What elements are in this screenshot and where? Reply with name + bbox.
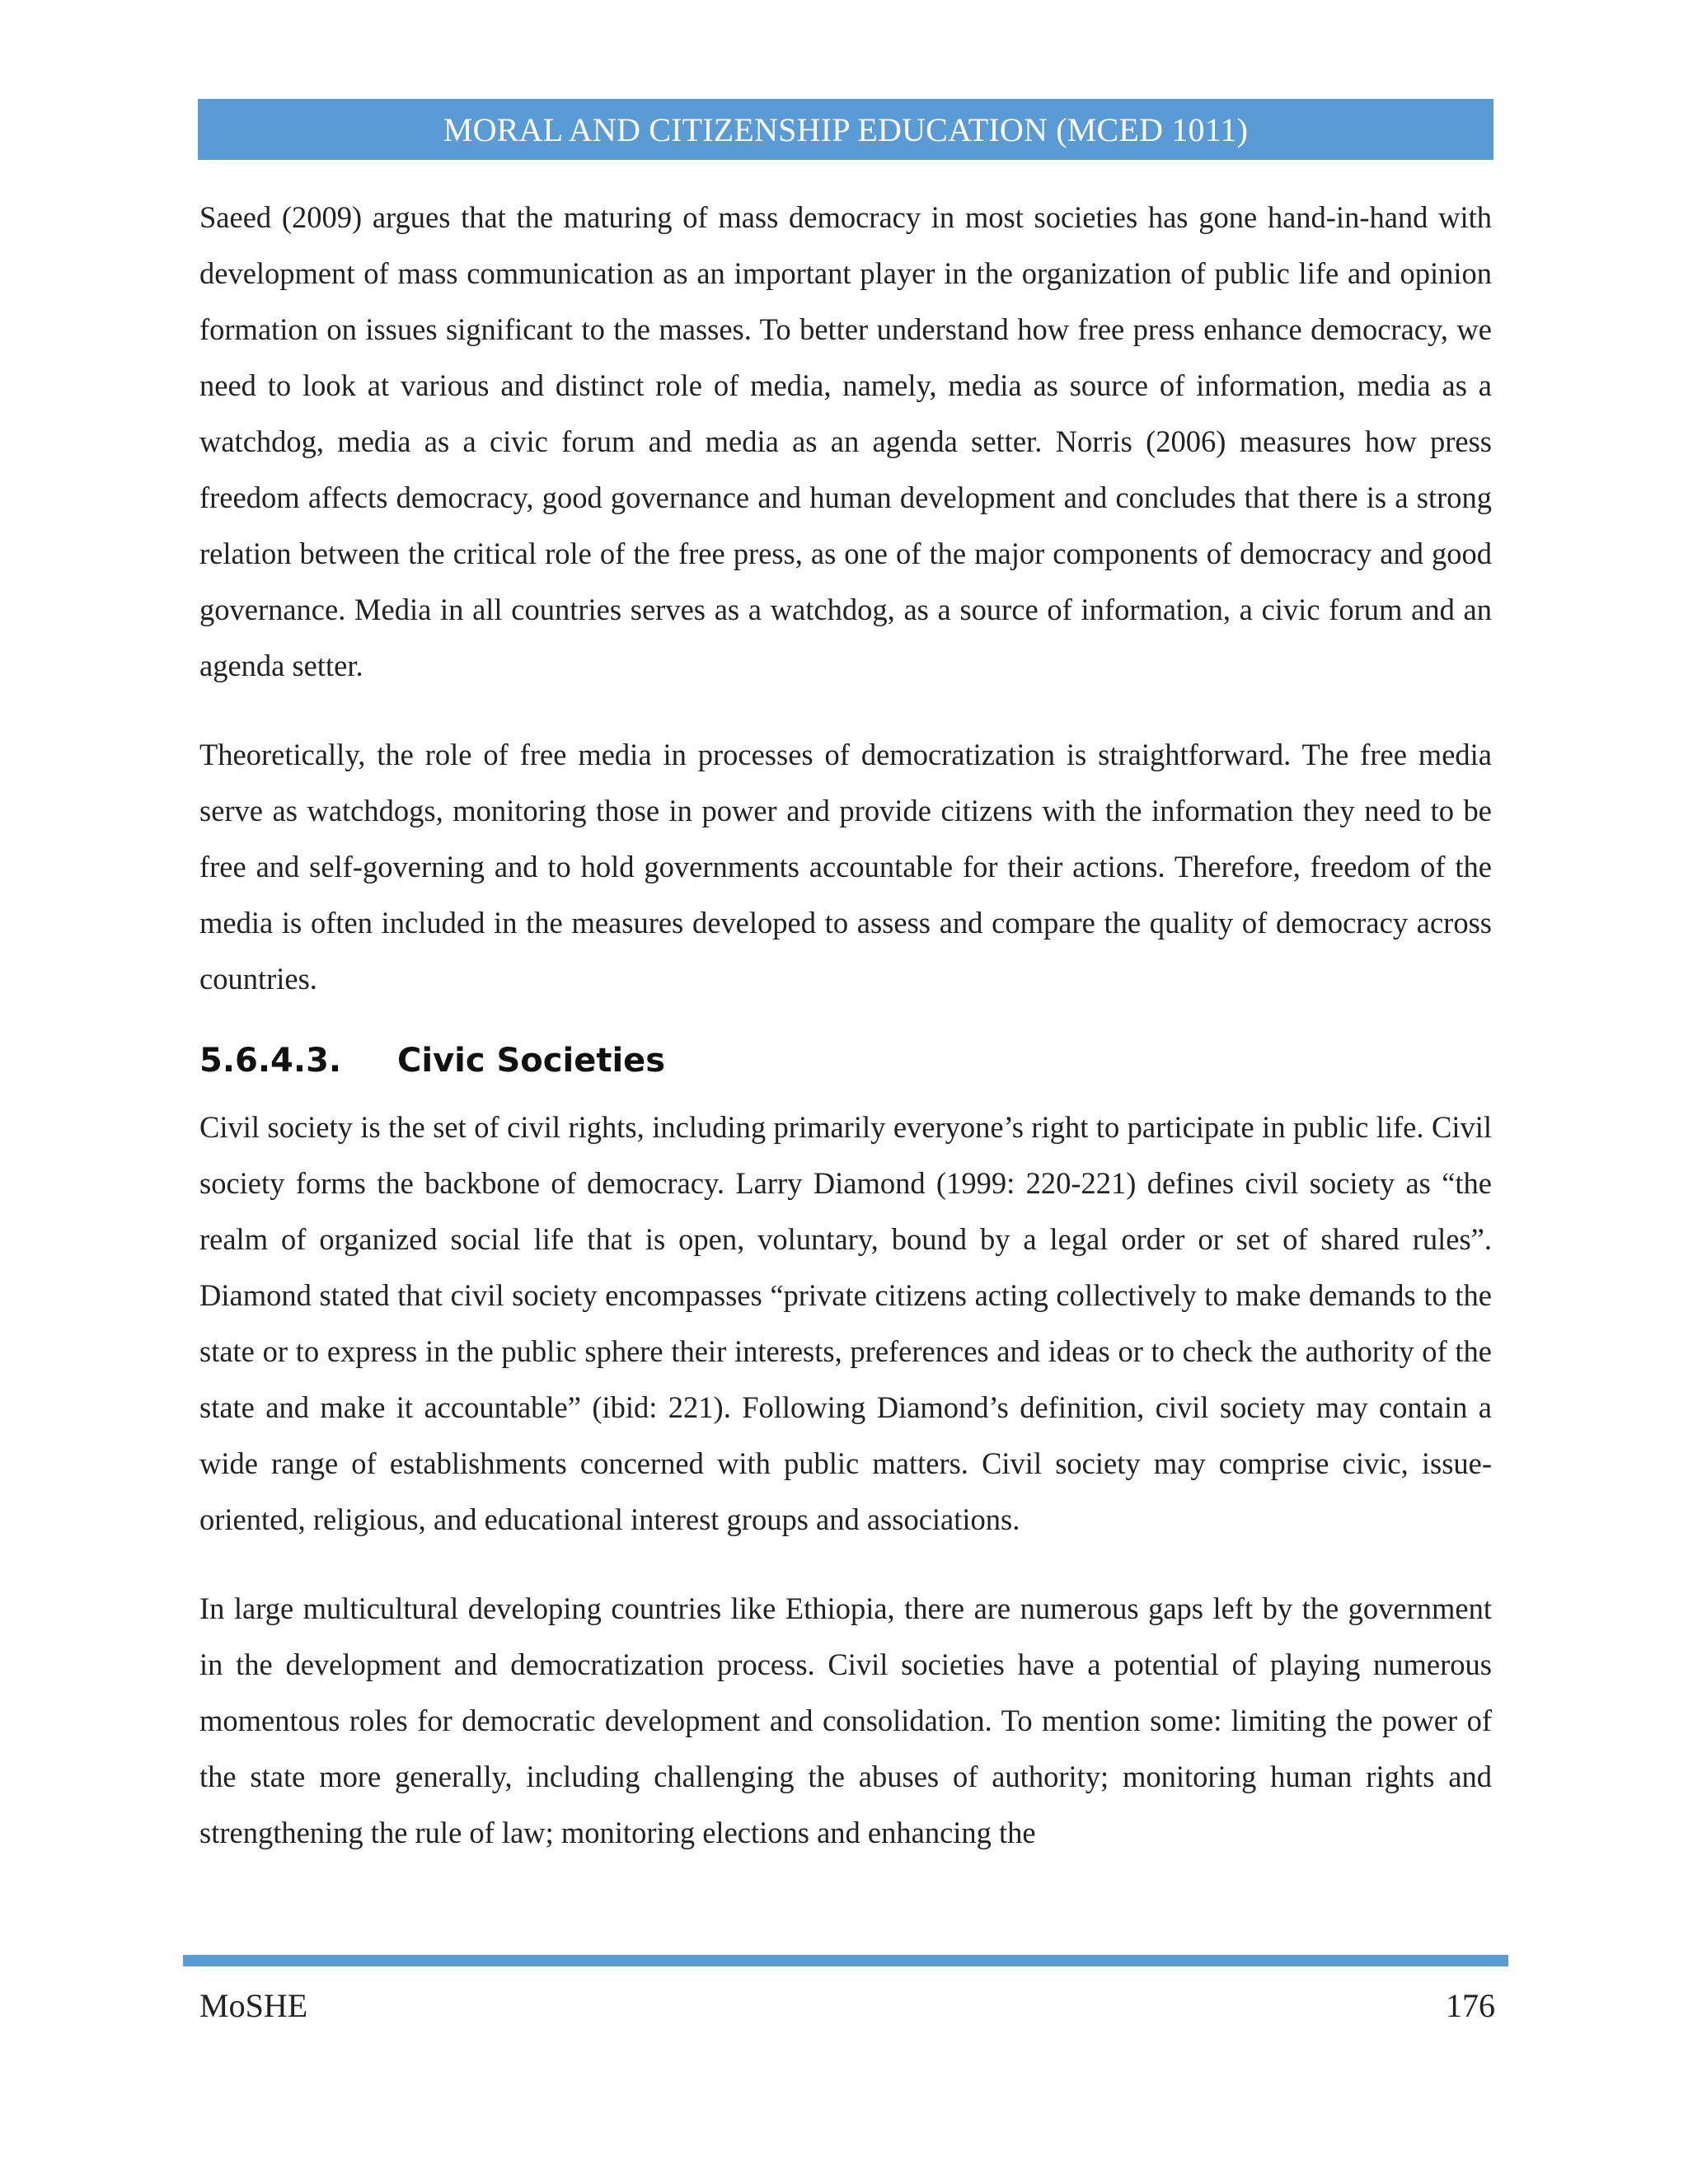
page-header-bar — [198, 99, 1493, 160]
paragraph-ethiopia: In large multicultural developing countries like Ethiopia, there are numerous gaps left by the government in the development and democratization process. Civil societies have a potential of playing numerous momentous roles for democratic development and consolidation. To mention some: limiting the power of the state more generally, including challenging the abuses of authority; monitoring human rights and strengthening the rule of law; monitoring elections and enhancing the — [199, 1591, 1492, 1849]
page-header-title: MORAL AND CITIZENSHIP EDUCATION (MCED 1011) — [443, 110, 1249, 148]
section-number: 5.6.4.3. — [199, 1042, 342, 1080]
footer-publisher: MoSHE — [199, 1987, 308, 2024]
footer-divider — [183, 1955, 1508, 1966]
page-content — [199, 190, 1492, 1861]
page-number: 176 — [1446, 1987, 1495, 2024]
paragraph-free-media: Theoretically, the role of free media in processes of democratization is straightforward. The free media serve as watchdogs, monitoring those in power and provide citizens with the information they need to be free and self-governing and to hold governments accountable for their actions. Therefore, freedom of the media is often included in the measures developed to assess and compare the quality of democracy across countries. — [199, 738, 1492, 996]
section-heading — [199, 1032, 1492, 1090]
section-title: Civic Societies — [397, 1042, 666, 1080]
paragraph-civil-society: Civil society is the set of civil rights, including primarily everyone’s right to participate in public life. Civil society forms the backbone of democracy. Larry Diamond (1999: 220-221) defines civil society as “the realm of organized social life that is open, voluntary, bound by a legal order or set of shared rules”. Diamond stated that civil society encompasses “private citizens acting collectively to make demands to the state or to express in the public sphere their interests, preferences and ideas or to check the authority of the state and make it accountable” (ibid: 221). Following Diamond’s definition, civil society may contain a wide range of establishments concerned with public matters. Civil society may comprise civic, issue-oriented, religious, and educational interest groups and associations. — [199, 1110, 1492, 1536]
paragraph-press-democracy: Saeed (2009) argues that the maturing of mass democracy in most societies has gone hand-in-hand with development of mass communication as an important player in the organization of public life and opinion formation on issues significant to the masses. To better understand how free press enhance democracy, we need to look at various and distinct role of media, namely, media as source of information, media as a watchdog, media as a civic forum and media as an agenda setter. Norris (2006) measures how press freedom affects democracy, good governance and human development and concludes that there is a strong relation between the critical role of the free press, as one of the major components of democracy and good governance. Media in all countries serves as a watchdog, as a source of information, a civic forum and an agenda setter. — [199, 200, 1492, 682]
